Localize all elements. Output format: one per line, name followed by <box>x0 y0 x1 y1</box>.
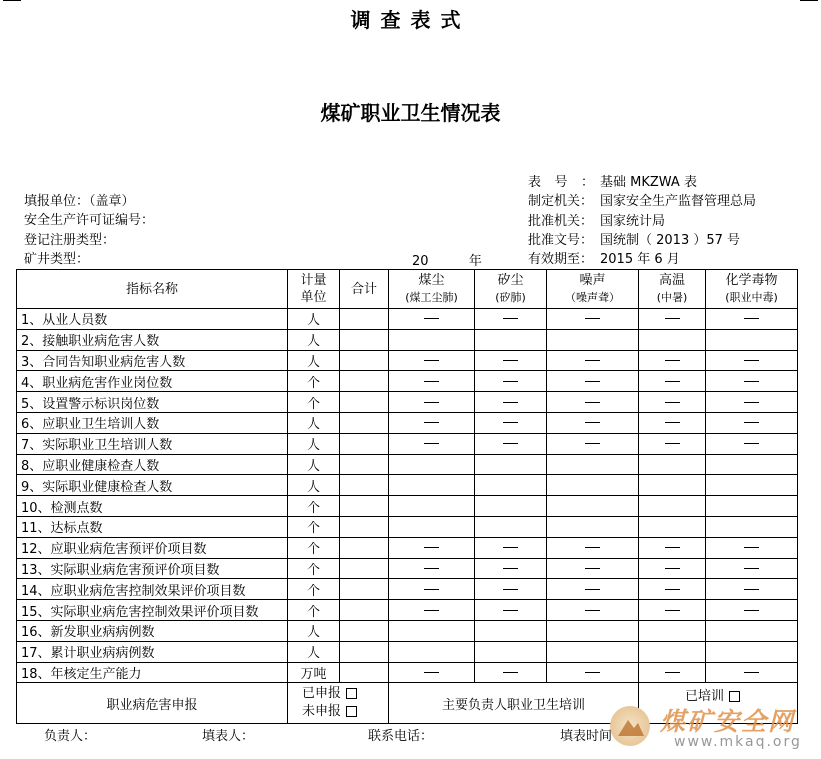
report-label: 职业病危害申报 <box>17 683 288 724</box>
table-header-row <box>17 270 798 309</box>
dash-mark <box>503 568 518 569</box>
row-hazard-cell[interactable] <box>639 329 706 350</box>
col-coal-dust-label: 煤尘 <box>418 273 445 288</box>
row-hazard-cell <box>389 309 475 330</box>
dash-mark <box>665 422 680 423</box>
row-unit: 个 <box>288 392 340 413</box>
row-unit: 人 <box>288 620 340 641</box>
row-total-cell[interactable] <box>340 579 389 600</box>
meta-right-value: 国统制（ 2013 ）57 号 <box>600 232 741 248</box>
row-hazard-cell <box>389 392 475 413</box>
row-hazard-cell[interactable] <box>389 641 475 662</box>
watermark-logo-icon <box>610 706 650 746</box>
row-hazard-cell <box>639 662 706 683</box>
row-total-cell[interactable] <box>340 371 389 392</box>
dash-mark <box>744 402 759 403</box>
dash-mark <box>424 422 439 423</box>
row-hazard-cell <box>389 662 475 683</box>
meta-right-row <box>528 173 756 192</box>
table-row <box>17 433 798 454</box>
row-name: 17、累计职业病病例数 <box>17 641 288 662</box>
row-hazard-cell[interactable] <box>389 329 475 350</box>
row-hazard-cell[interactable] <box>389 454 475 475</box>
table-row <box>17 662 798 683</box>
meta-right-key: 制定机关： <box>528 194 594 210</box>
dash-mark <box>665 672 680 673</box>
row-total-cell[interactable] <box>340 516 389 537</box>
row-total-cell[interactable] <box>340 496 389 517</box>
dash-mark <box>503 402 518 403</box>
dash-mark <box>744 381 759 382</box>
row-hazard-cell[interactable] <box>475 475 547 496</box>
dash-mark <box>585 568 600 569</box>
row-hazard-cell <box>475 371 547 392</box>
col-silica-dust-sub: (矽肺) <box>495 291 526 304</box>
row-total-cell[interactable] <box>340 412 389 433</box>
row-hazard-cell <box>389 433 475 454</box>
row-total-cell[interactable] <box>340 392 389 413</box>
meta-registration: 登记注册类型： <box>24 232 116 248</box>
col-chemical-label: 化学毒物 <box>725 273 778 288</box>
dash-mark <box>665 568 680 569</box>
row-hazard-cell <box>639 537 706 558</box>
row-unit: 个 <box>288 516 340 537</box>
table-row <box>17 558 798 579</box>
row-unit: 个 <box>288 579 340 600</box>
col-heat-sub: (中暑) <box>656 291 688 304</box>
checkbox-reported[interactable] <box>346 688 357 699</box>
row-name: 16、新发职业病病例数 <box>17 620 288 641</box>
row-name: 3、合同告知职业病危害人数 <box>17 350 288 371</box>
row-total-cell[interactable] <box>340 558 389 579</box>
row-hazard-cell <box>706 412 798 433</box>
row-hazard-cell[interactable] <box>706 516 798 537</box>
dash-mark <box>503 610 518 611</box>
row-hazard-cell[interactable] <box>706 641 798 662</box>
meta-mine-type: 矿井类型： <box>24 251 90 267</box>
survey-title: 调查表式 <box>350 8 471 32</box>
row-name: 7、实际职业卫生培训人数 <box>17 433 288 454</box>
dash-mark <box>503 360 518 361</box>
meta-right-value: 国家统计局 <box>600 213 666 229</box>
option-not-reported-label: 未申报 <box>302 704 342 720</box>
row-hazard-cell <box>547 350 639 371</box>
meta-right-key: 表号： <box>528 175 594 190</box>
dash-mark <box>744 672 759 673</box>
row-unit: 个 <box>288 537 340 558</box>
row-hazard-cell <box>706 558 798 579</box>
row-hazard-cell <box>706 579 798 600</box>
watermark-url: www.mkaq.org <box>674 734 802 750</box>
dash-mark <box>665 318 680 319</box>
row-hazard-cell <box>706 537 798 558</box>
row-hazard-cell <box>547 371 639 392</box>
row-hazard-cell <box>706 371 798 392</box>
col-total-header: 合计 <box>340 270 389 309</box>
year-suffix: 年 <box>468 254 482 269</box>
dash-mark <box>665 381 680 382</box>
form-title: 煤矿职业卫生情况表 <box>320 101 501 125</box>
checkbox-not-reported[interactable] <box>346 706 357 717</box>
row-hazard-cell[interactable] <box>547 454 639 475</box>
row-hazard-cell <box>547 579 639 600</box>
row-hazard-cell <box>389 579 475 600</box>
row-name: 13、实际职业病危害预评价项目数 <box>17 558 288 579</box>
dash-mark <box>424 672 439 673</box>
row-hazard-cell <box>389 600 475 621</box>
meta-license: 安全生产许可证编号： <box>24 213 155 229</box>
dash-mark <box>424 318 439 319</box>
option-trained-label: 已培训 <box>685 689 725 705</box>
row-hazard-cell[interactable] <box>547 329 639 350</box>
row-hazard-cell[interactable] <box>547 620 639 641</box>
row-hazard-cell[interactable] <box>639 641 706 662</box>
health-table <box>16 269 798 724</box>
training-label: 主要负责人职业卫生培训 <box>389 683 639 724</box>
row-hazard-cell <box>639 579 706 600</box>
dash-mark <box>665 443 680 444</box>
row-hazard-cell <box>639 558 706 579</box>
option-reported-label: 已申报 <box>302 686 342 702</box>
row-hazard-cell <box>639 600 706 621</box>
row-hazard-cell[interactable] <box>547 496 639 517</box>
row-total-cell[interactable] <box>340 641 389 662</box>
table-row <box>17 392 798 413</box>
row-hazard-cell[interactable] <box>475 454 547 475</box>
row-hazard-cell[interactable] <box>639 475 706 496</box>
row-hazard-cell[interactable] <box>706 620 798 641</box>
row-hazard-cell[interactable] <box>389 620 475 641</box>
table-row <box>17 475 798 496</box>
row-hazard-cell <box>475 579 547 600</box>
row-hazard-cell <box>475 600 547 621</box>
footer-filler: 填表人： <box>202 729 255 744</box>
col-silica-dust-header <box>475 270 547 309</box>
row-total-cell[interactable] <box>340 600 389 621</box>
row-hazard-cell[interactable] <box>706 475 798 496</box>
row-hazard-cell <box>475 537 547 558</box>
row-hazard-cell[interactable] <box>706 496 798 517</box>
row-hazard-cell[interactable] <box>475 641 547 662</box>
row-hazard-cell[interactable] <box>547 475 639 496</box>
row-name: 10、检测点数 <box>17 496 288 517</box>
row-unit: 个 <box>288 496 340 517</box>
watermark <box>604 700 804 754</box>
row-hazard-cell <box>389 537 475 558</box>
row-hazard-cell[interactable] <box>706 454 798 475</box>
watermark-text: 煤矿安全网 <box>660 707 796 736</box>
row-hazard-cell <box>475 392 547 413</box>
row-total-cell[interactable] <box>340 620 389 641</box>
col-chemical-header <box>706 270 798 309</box>
footer-responsible: 负责人： <box>44 729 97 744</box>
dash-mark <box>744 589 759 590</box>
row-hazard-cell[interactable] <box>706 329 798 350</box>
dash-mark <box>585 672 600 673</box>
row-unit: 人 <box>288 641 340 662</box>
row-hazard-cell <box>639 412 706 433</box>
dash-mark <box>503 672 518 673</box>
year-prefix: 20 <box>412 254 429 269</box>
row-hazard-cell <box>706 309 798 330</box>
dash-mark <box>585 610 600 611</box>
row-hazard-cell[interactable] <box>389 516 475 537</box>
row-hazard-cell <box>639 309 706 330</box>
row-hazard-cell[interactable] <box>639 516 706 537</box>
dash-mark <box>585 381 600 382</box>
row-hazard-cell <box>706 662 798 683</box>
row-name: 1、从业人员数 <box>17 309 288 330</box>
dash-mark <box>744 568 759 569</box>
row-hazard-cell <box>547 662 639 683</box>
row-hazard-cell[interactable] <box>547 516 639 537</box>
row-name: 12、应职业病危害预评价项目数 <box>17 537 288 558</box>
meta-right-row <box>528 212 756 231</box>
row-name: 14、应职业病危害控制效果评价项目数 <box>17 579 288 600</box>
option-not-reported[interactable] <box>288 703 388 721</box>
meta-right-key: 批准文号： <box>528 232 594 248</box>
table-row <box>17 454 798 475</box>
footer-fill-time: 填表时间 <box>560 729 613 744</box>
row-unit: 人 <box>288 309 340 330</box>
table-row <box>17 412 798 433</box>
col-heat-label: 高温 <box>658 273 685 288</box>
col-unit-header <box>288 270 340 309</box>
dash-mark <box>585 402 600 403</box>
table-row <box>17 516 798 537</box>
col-coal-dust-sub: (煤工尘肺) <box>405 291 458 304</box>
row-name: 11、达标点数 <box>17 516 288 537</box>
dash-mark <box>585 589 600 590</box>
dash-mark <box>424 381 439 382</box>
row-name: 9、实际职业健康检查人数 <box>17 475 288 496</box>
row-hazard-cell <box>475 433 547 454</box>
row-name: 4、职业病危害作业岗位数 <box>17 371 288 392</box>
row-hazard-cell[interactable] <box>475 516 547 537</box>
dash-mark <box>744 610 759 611</box>
row-hazard-cell <box>639 350 706 371</box>
row-hazard-cell <box>475 662 547 683</box>
row-unit: 人 <box>288 475 340 496</box>
row-name: 6、应职业卫生培训人数 <box>17 412 288 433</box>
dash-mark <box>503 318 518 319</box>
row-total-cell[interactable] <box>340 475 389 496</box>
meta-right-row <box>528 192 756 211</box>
row-hazard-cell <box>475 350 547 371</box>
dash-mark <box>424 360 439 361</box>
report-options <box>288 683 389 724</box>
dash-mark <box>744 547 759 548</box>
row-unit: 个 <box>288 371 340 392</box>
row-name: 8、应职业健康检查人数 <box>17 454 288 475</box>
option-reported[interactable] <box>288 685 388 703</box>
dash-mark <box>585 547 600 548</box>
row-hazard-cell <box>547 433 639 454</box>
meta-right-row <box>528 231 756 250</box>
dash-mark <box>424 589 439 590</box>
row-total-cell[interactable] <box>340 454 389 475</box>
row-hazard-cell <box>706 392 798 413</box>
row-hazard-cell[interactable] <box>547 641 639 662</box>
row-hazard-cell <box>389 350 475 371</box>
row-hazard-cell <box>639 392 706 413</box>
dash-mark <box>665 547 680 548</box>
dash-mark <box>665 610 680 611</box>
dash-mark <box>744 443 759 444</box>
table-row <box>17 309 798 330</box>
row-name: 2、接触职业病危害人数 <box>17 329 288 350</box>
row-total-cell[interactable] <box>340 537 389 558</box>
table-row <box>17 350 798 371</box>
footer-phone: 联系电话： <box>368 729 434 744</box>
meta-right-key: 批准机关： <box>528 213 594 229</box>
table-row <box>17 600 798 621</box>
dash-mark <box>503 589 518 590</box>
dash-mark <box>424 402 439 403</box>
row-hazard-cell <box>639 433 706 454</box>
meta-right <box>528 173 756 269</box>
row-hazard-cell <box>547 412 639 433</box>
row-hazard-cell <box>475 412 547 433</box>
dash-mark <box>503 381 518 382</box>
row-hazard-cell <box>547 600 639 621</box>
row-hazard-cell <box>389 412 475 433</box>
dash-mark <box>424 610 439 611</box>
col-unit-label: 计量单位 <box>300 273 327 305</box>
dash-mark <box>585 318 600 319</box>
row-hazard-cell[interactable] <box>389 475 475 496</box>
row-hazard-cell[interactable] <box>639 620 706 641</box>
dash-mark <box>503 422 518 423</box>
meta-unit: 填报单位：（盖章） <box>24 194 135 209</box>
row-hazard-cell[interactable] <box>639 496 706 517</box>
meta-right-value: 国家安全生产监督管理总局 <box>600 194 757 210</box>
dash-mark <box>585 422 600 423</box>
row-unit: 人 <box>288 412 340 433</box>
row-unit: 个 <box>288 600 340 621</box>
row-unit: 万吨 <box>288 662 340 683</box>
row-total-cell[interactable] <box>340 309 389 330</box>
dash-mark <box>585 360 600 361</box>
dash-mark <box>424 547 439 548</box>
row-unit: 人 <box>288 329 340 350</box>
col-silica-dust-label: 矽尘 <box>497 273 524 288</box>
row-hazard-cell <box>475 558 547 579</box>
row-hazard-cell <box>639 371 706 392</box>
row-total-cell[interactable] <box>340 662 389 683</box>
row-hazard-cell[interactable] <box>475 329 547 350</box>
row-name: 15、实际职业病危害控制效果评价项目数 <box>17 600 288 621</box>
table-row <box>17 537 798 558</box>
dash-mark <box>744 360 759 361</box>
col-name-header: 指标名称 <box>17 270 288 309</box>
row-total-cell[interactable] <box>340 433 389 454</box>
col-noise-label: 噪声 <box>579 273 606 288</box>
row-hazard-cell[interactable] <box>475 620 547 641</box>
dash-mark <box>744 422 759 423</box>
row-hazard-cell <box>706 600 798 621</box>
dash-mark <box>665 360 680 361</box>
meta-left <box>24 192 154 269</box>
year-line <box>412 250 482 269</box>
table-row <box>17 329 798 350</box>
col-heat-header <box>639 270 706 309</box>
row-hazard-cell[interactable] <box>475 496 547 517</box>
meta-right-value: 2015 年 6 月 <box>600 252 680 268</box>
table-row <box>17 620 798 641</box>
row-unit: 人 <box>288 433 340 454</box>
dash-mark <box>585 443 600 444</box>
meta-right-key: 有效期至： <box>528 252 594 268</box>
table-row <box>17 496 798 517</box>
meta-right-value: 基础 MKZWA 表 <box>600 175 697 190</box>
table-row <box>17 641 798 662</box>
row-hazard-cell <box>389 371 475 392</box>
row-hazard-cell[interactable] <box>389 496 475 517</box>
dash-mark <box>424 568 439 569</box>
row-hazard-cell <box>389 558 475 579</box>
col-chemical-sub: (职业中毒) <box>725 291 778 304</box>
row-hazard-cell <box>706 433 798 454</box>
row-hazard-cell <box>706 350 798 371</box>
row-unit: 人 <box>288 350 340 371</box>
row-hazard-cell <box>547 537 639 558</box>
dash-mark <box>424 443 439 444</box>
row-total-cell[interactable] <box>340 350 389 371</box>
dash-mark <box>665 402 680 403</box>
col-noise-header <box>547 270 639 309</box>
table-row <box>17 579 798 600</box>
row-name: 18、年核定生产能力 <box>17 662 288 683</box>
col-coal-dust-header <box>389 270 475 309</box>
row-name: 5、设置警示标识岗位数 <box>17 392 288 413</box>
row-hazard-cell <box>547 558 639 579</box>
meta-right-row <box>528 250 756 269</box>
dash-mark <box>503 547 518 548</box>
col-noise-sub: （噪声聋） <box>565 291 620 304</box>
row-unit: 个 <box>288 558 340 579</box>
mountain-icon <box>610 706 650 746</box>
row-hazard-cell <box>475 309 547 330</box>
row-hazard-cell[interactable] <box>639 454 706 475</box>
row-hazard-cell <box>547 392 639 413</box>
row-hazard-cell <box>547 309 639 330</box>
table-row <box>17 371 798 392</box>
row-total-cell[interactable] <box>340 329 389 350</box>
dash-mark <box>744 318 759 319</box>
dash-mark <box>503 443 518 444</box>
dash-mark <box>665 589 680 590</box>
row-unit: 人 <box>288 454 340 475</box>
